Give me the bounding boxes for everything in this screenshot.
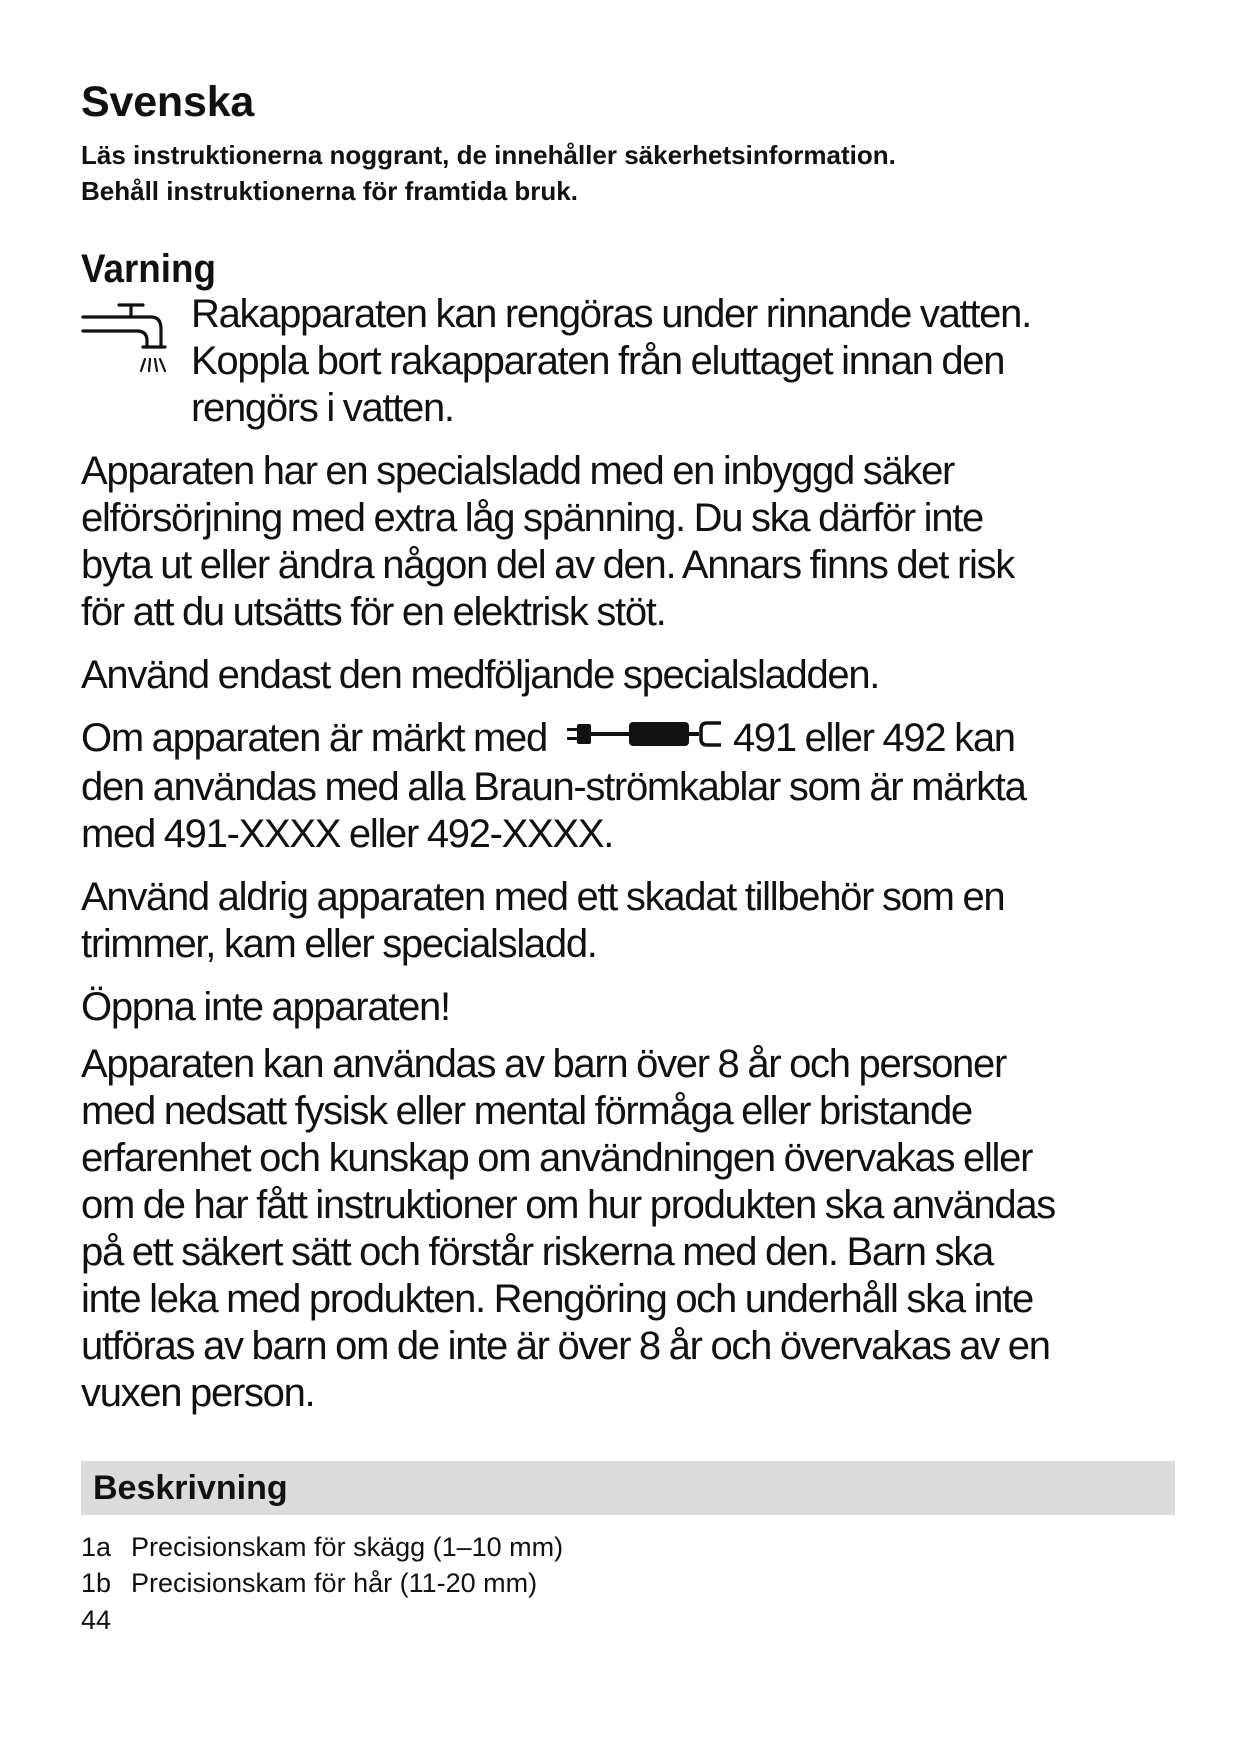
- text-line: inte leka med produkten. Rengöring och underhåll ska inte: [81, 1277, 1033, 1322]
- description-list: [81, 1529, 1171, 1601]
- item-text: Precisionskam för hår (11-20 mm): [131, 1568, 538, 1599]
- description-title: Beskrivning: [93, 1468, 288, 1507]
- text-line: byta ut eller ändra någon del av den. Annars finns det risk: [81, 543, 1014, 588]
- text-line: den användas med alla Braun-strömkablar som är märkta: [81, 765, 1026, 810]
- item-text: Precisionskam för skägg (1–10 mm): [131, 1532, 564, 1563]
- item-number: 1a: [81, 1532, 112, 1563]
- page-number: 44: [81, 1605, 112, 1636]
- intro-text: [81, 137, 1171, 209]
- intro-line: Behåll instruktionerna för framtida bruk.: [81, 176, 578, 207]
- list-item: [81, 1529, 1171, 1565]
- item-number: 1b: [81, 1568, 112, 1599]
- paragraph-do-not-open: Öppna inte apparaten!: [81, 985, 450, 1030]
- paragraph-children: [81, 1041, 1171, 1417]
- text-line: om de har fått instruktioner om hur produkten ska användas: [81, 1183, 1055, 1228]
- text-segment: Om apparaten är märkt med: [81, 716, 547, 761]
- text-line: erfarenhet och kunskap om användningen övervakas eller: [81, 1136, 1033, 1181]
- paragraph-special-cord: Använd endast den medföljande specialsladden.: [81, 653, 880, 698]
- warning-title: Varning: [81, 247, 216, 292]
- warning-line: Koppla bort rakapparaten från eluttaget innan den: [191, 339, 1005, 384]
- power-plug-symbol-icon: [565, 713, 725, 760]
- list-item: [81, 1565, 1171, 1601]
- warning-line: rengörs i vatten.: [191, 386, 454, 431]
- text-segment: 491 eller 492 kan: [732, 716, 1015, 761]
- text-line: för att du utsätts för en elektrisk stöt.: [81, 590, 666, 635]
- paragraph-marking: [81, 715, 1171, 858]
- warning-text: [191, 291, 1031, 432]
- text-line: elförsörjning med extra låg spänning. Du ska därför inte: [81, 496, 983, 541]
- text-line: med nedsatt fysisk eller mental förmåga eller bristande: [81, 1089, 972, 1134]
- text-line: utföras av barn om de inte är över 8 år och övervakas av en: [81, 1324, 1050, 1369]
- paragraph-power-supply: [81, 448, 1171, 636]
- manual-page: [81, 78, 1171, 1636]
- warning-line: Rakapparaten kan rengöras under rinnande vatten.: [191, 292, 1031, 337]
- warning-block: [81, 291, 1171, 432]
- text-line: Apparaten har en specialsladd med en inbyggd säker: [81, 449, 955, 494]
- water-tap-icon: [81, 291, 191, 384]
- text-line: trimmer, kam eller specialsladd.: [81, 922, 597, 967]
- text-line: vuxen person.: [81, 1371, 315, 1416]
- intro-line: Läs instruktionerna noggrant, de innehåller säkerhetsinformation.: [81, 140, 896, 171]
- text-line: på ett säkert sätt och förstår riskerna med den. Barn ska: [81, 1230, 993, 1275]
- text-line: med 491-XXXX eller 492-XXXX.: [81, 812, 614, 857]
- text-line: Apparaten kan användas av barn över 8 år och personer: [81, 1042, 1006, 1087]
- paragraph-damaged-accessory: [81, 874, 1171, 968]
- page-heading: Svenska: [81, 78, 255, 126]
- text-line: Använd aldrig apparaten med ett skadat tillbehör som en: [81, 875, 1005, 920]
- description-header: [81, 1461, 1175, 1515]
